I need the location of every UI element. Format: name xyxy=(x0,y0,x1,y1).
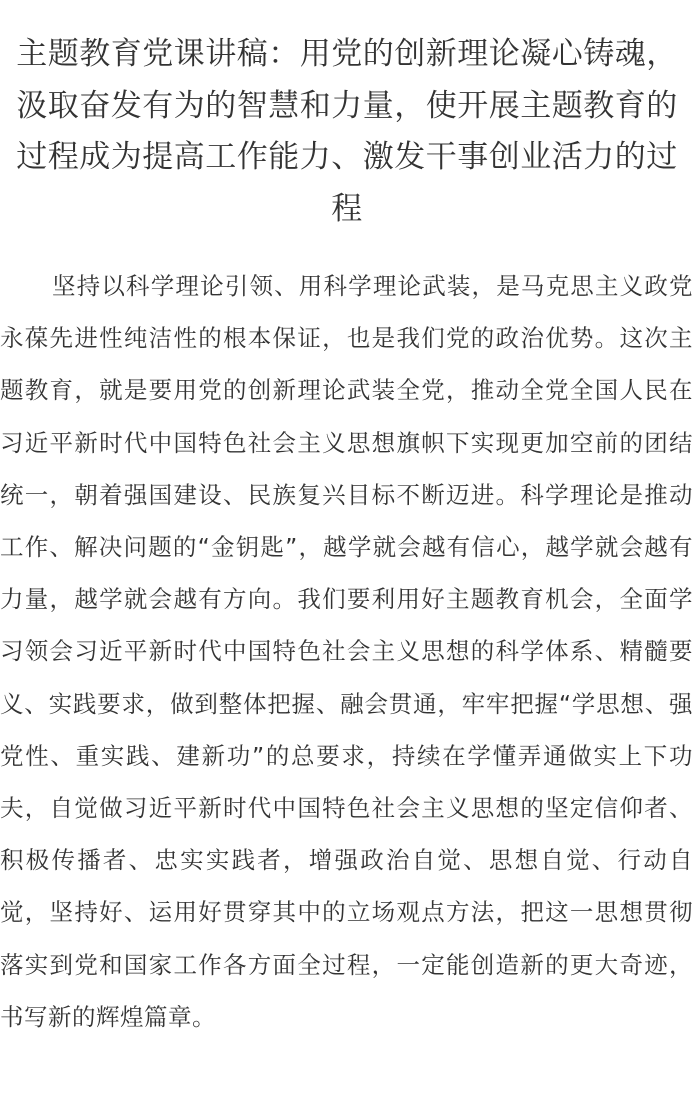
article-paragraph: 坚持以科学理论引领、用科学理论武装，是马克思主义政党永葆先进性纯洁性的根本保证，也是我们党的政治优势。这次主题教育，就是要用党的创新理论武装全党，推动全党全国人民在习近平新时代中国特色社会主义思想旗帜下实现更加空前的团结统一，朝着强国建设、民族复兴目标不断迈进。科学理论是推动工作、解决问题的“金钥匙”，越学就会越有信心，越学就会越有力量，越学就会越有方向。我们要利用好主题教育机会，全面学习领会习近平新时代中国特色社会主义思想的科学体系、精髓要义、实践要求，做到整体把握、融会贯通，牢牢把握“学思想、强党性、重实践、建新功”的总要求，持续在学懂弄通做实上下功夫，自觉做习近平新时代中国特色社会主义思想的坚定信仰者、积极传播者、忠实实践者，增强政治自觉、思想自觉、行动自觉，坚持好、运用好贯穿其中的立场观点方法，把这一思想贯彻落实到党和国家工作各方面全过程，一定能创造新的更大奇迹，书写新的辉煌篇章。 xyxy=(0,272,693,1031)
article-title: 主题教育党课讲稿：用党的创新理论凝心铸魂，汲取奋发有为的智慧和力量，使开展主题教育的过程成为提高工作能力、激发干事创业活力的过程 xyxy=(16,36,678,227)
